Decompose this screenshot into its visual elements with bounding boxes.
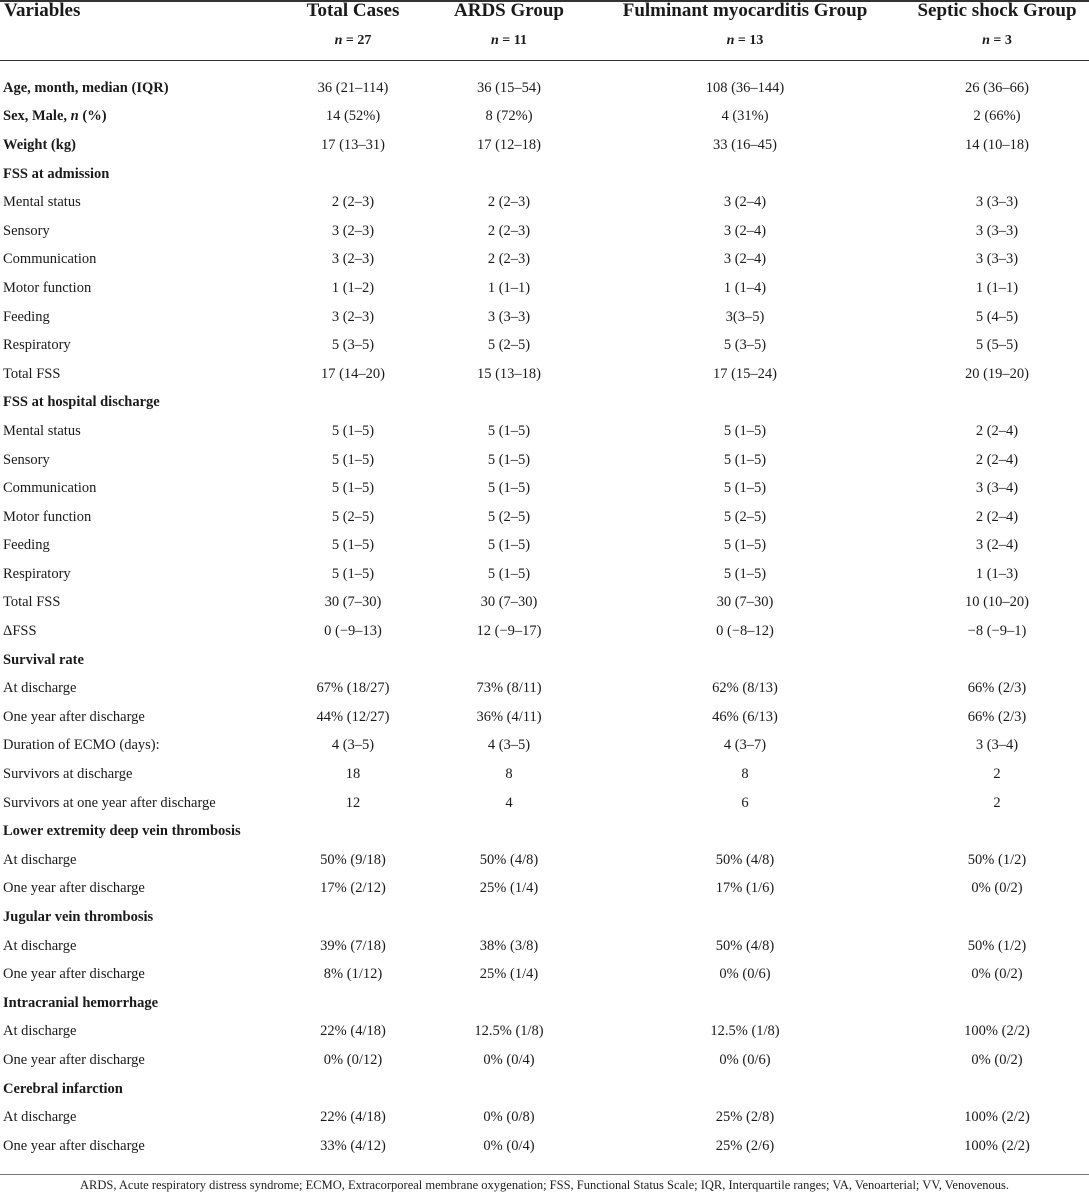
cell-value: 18 <box>345 766 361 783</box>
header-ards-group: ARDS Group <box>454 0 564 21</box>
table-row <box>0 674 1089 703</box>
cell-value: 2 (2–3) <box>487 194 531 211</box>
table-row <box>0 703 1089 732</box>
cell-value: 33 (16–45) <box>712 136 778 153</box>
cell-value: 14 (52%) <box>325 108 381 125</box>
n-septic: n = 3 <box>982 33 1012 48</box>
cell-value: 0% (0/2) <box>971 880 1023 897</box>
row-label: At discharge <box>3 680 77 697</box>
row-label: Sensory <box>3 222 50 239</box>
cell-value: 1 (1–4) <box>723 279 767 296</box>
cell-value: 10 (10–20) <box>964 594 1030 611</box>
table-row <box>0 246 1089 275</box>
cell-value <box>585 1075 905 1104</box>
cell-value: 62% (8/13) <box>712 680 778 697</box>
table-row <box>0 760 1089 789</box>
cell-value <box>433 160 585 189</box>
cell-value: 0% (0/6) <box>719 966 771 983</box>
cell-value: 46% (6/13) <box>712 708 778 725</box>
section-row <box>0 103 1089 132</box>
cell-value: 5 (1–5) <box>331 480 375 497</box>
cell-value <box>273 389 433 418</box>
cell-value: 2 (2–3) <box>487 222 531 239</box>
cell-value: 3 (2–3) <box>331 222 375 239</box>
cell-value: 15 (13–18) <box>476 365 542 382</box>
row-label: Feeding <box>3 537 50 554</box>
n-symbol: n <box>726 33 735 48</box>
cell-value: 3 (2–4) <box>723 251 767 268</box>
table-row <box>0 360 1089 389</box>
cell-value: 8 <box>505 766 513 783</box>
cell-value: 25% (2/6) <box>715 1137 775 1154</box>
table-row <box>0 789 1089 818</box>
section-row <box>0 74 1089 103</box>
cell-value <box>905 160 1089 189</box>
cell-value <box>905 646 1089 675</box>
cell-value: 5 (1–5) <box>331 565 375 582</box>
table-row <box>0 331 1089 360</box>
cell-value: 4 (3–5) <box>331 737 375 754</box>
row-label: Communication <box>3 251 97 268</box>
cell-value: 108 (36–144) <box>705 79 785 96</box>
cell-value: 5 (1–5) <box>487 565 531 582</box>
cell-value: 0% (0/12) <box>323 1051 383 1068</box>
cell-value <box>273 646 433 675</box>
row-label: One year after discharge <box>3 966 145 983</box>
cell-value: 0% (0/2) <box>971 966 1023 983</box>
row-label: Survivors at discharge <box>3 766 133 783</box>
row-label: Intracranial hemorrhage <box>3 994 159 1011</box>
section-row <box>0 646 1089 675</box>
row-label: Communication <box>3 480 97 497</box>
table-row <box>0 274 1089 303</box>
row-label: Total FSS <box>3 365 61 382</box>
table-row <box>0 532 1089 561</box>
cell-value: 3 (2–3) <box>331 251 375 268</box>
cell-value: 4 (3–7) <box>723 737 767 754</box>
table-row <box>0 1046 1089 1075</box>
cell-value: 5 (1–5) <box>487 422 531 439</box>
row-label: Weight (kg) <box>3 136 76 153</box>
row-label: At discharge <box>3 851 77 868</box>
cell-value: 2 (2–3) <box>487 251 531 268</box>
row-label: Feeding <box>3 308 50 325</box>
table-row <box>0 303 1089 332</box>
cell-value: 2 (2–3) <box>331 194 375 211</box>
header-variables: Variables <box>4 0 81 21</box>
cell-value <box>905 903 1089 932</box>
cell-value: −8 (−9–1) <box>967 623 1027 640</box>
cell-value: 38% (3/8) <box>479 937 539 954</box>
cell-value: 0 (−8–12) <box>716 623 774 640</box>
row-label: Cerebral infarction <box>3 1080 123 1097</box>
row-label: Duration of ECMO (days): <box>3 737 160 754</box>
section-row <box>0 989 1089 1018</box>
cell-value: 5 (5–5) <box>975 337 1019 354</box>
table-row <box>0 960 1089 989</box>
cell-value <box>433 903 585 932</box>
cell-value: 73% (8/11) <box>476 680 542 697</box>
cell-value: 5 (1–5) <box>331 451 375 468</box>
cell-value: 30 (7–30) <box>324 594 382 611</box>
cell-value: 17 (13–31) <box>320 136 386 153</box>
row-label: Mental status <box>3 422 81 439</box>
cell-value <box>433 389 585 418</box>
cell-value: 5 (2–5) <box>487 508 531 525</box>
cell-value: 44% (12/27) <box>316 708 390 725</box>
cell-value: 0 (−9–13) <box>324 623 382 640</box>
cell-value <box>585 646 905 675</box>
table-row <box>0 1103 1089 1132</box>
cell-value: 12.5% (1/8) <box>710 1023 780 1040</box>
cell-value <box>585 903 905 932</box>
row-label: Jugular vein thrombosis <box>3 909 154 926</box>
cell-value: 67% (18/27) <box>316 680 390 697</box>
cell-value: 0% (0/8) <box>483 1109 535 1126</box>
cell-value: 2 <box>993 794 1001 811</box>
cell-value: 2 <box>993 766 1001 783</box>
table-row <box>0 503 1089 532</box>
cell-value: 8% (1/12) <box>323 966 383 983</box>
table-row <box>0 417 1089 446</box>
row-label: FSS at hospital discharge <box>3 394 160 411</box>
cell-value: 1 (1–1) <box>975 279 1019 296</box>
cell-value: 22% (4/18) <box>320 1109 386 1126</box>
cell-value: 3 (2–4) <box>975 537 1019 554</box>
row-label: Respiratory <box>3 337 71 354</box>
row-label: At discharge <box>3 1023 77 1040</box>
row-label: Age, month, median (IQR) <box>3 79 169 96</box>
cell-value: 3 (3–4) <box>975 737 1019 754</box>
cell-value: 12 <box>345 794 361 811</box>
cell-value: 5 (1–5) <box>487 451 531 468</box>
row-label: Total FSS <box>3 594 61 611</box>
header-row <box>0 0 1089 22</box>
row-label: Lower extremity deep vein thrombosis <box>3 823 241 840</box>
cell-value: 0% (0/4) <box>483 1137 535 1154</box>
cell-value: 17 (15–24) <box>712 365 778 382</box>
n-ards: n = 11 <box>490 33 527 48</box>
cell-value: 36 (15–54) <box>476 79 542 96</box>
table-row <box>0 846 1089 875</box>
row-label: One year after discharge <box>3 1051 145 1068</box>
cell-value <box>433 817 585 846</box>
cell-value: 2 (2–4) <box>975 508 1019 525</box>
cell-value: 3 (2–4) <box>723 194 767 211</box>
cell-value: 12.5% (1/8) <box>474 1023 544 1040</box>
cell-value: 50% (4/8) <box>715 851 775 868</box>
cell-value: 14 (10–18) <box>964 136 1030 153</box>
cell-value: 0% (0/6) <box>719 1051 771 1068</box>
row-label: FSS at admission <box>3 165 110 182</box>
sample-size-row <box>0 22 1089 60</box>
cell-value: 25% (1/4) <box>479 966 539 983</box>
cell-value <box>273 989 433 1018</box>
cell-value: 100% (2/2) <box>964 1109 1030 1126</box>
row-label: One year after discharge <box>3 708 145 725</box>
cell-value <box>433 989 585 1018</box>
cell-value: 5 (2–5) <box>723 508 767 525</box>
section-row <box>0 131 1089 160</box>
cell-value: 17% (1/6) <box>715 880 775 897</box>
cell-value: 17 (12–18) <box>476 136 542 153</box>
cell-value: 3 (2–3) <box>331 308 375 325</box>
cell-value: 50% (1/2) <box>967 851 1027 868</box>
cell-value: 50% (9/18) <box>320 851 386 868</box>
cell-value: 5 (2–5) <box>487 337 531 354</box>
cell-value: 5 (3–5) <box>723 337 767 354</box>
table-row <box>0 932 1089 961</box>
header-total-cases: Total Cases <box>306 0 400 21</box>
cell-value <box>585 389 905 418</box>
row-label: Motor function <box>3 508 92 525</box>
cell-value: 3 (3–3) <box>975 251 1019 268</box>
cell-value: 26 (36–66) <box>964 79 1030 96</box>
cell-value: 5 (1–5) <box>487 537 531 554</box>
cell-value: 17 (14–20) <box>320 365 386 382</box>
table-row <box>0 1132 1089 1161</box>
cell-value: 1 (1–2) <box>331 279 375 296</box>
cell-value <box>585 160 905 189</box>
cell-value <box>905 1075 1089 1104</box>
cell-value: 5 (1–5) <box>487 480 531 497</box>
cell-value: 100% (2/2) <box>964 1137 1030 1154</box>
cell-value <box>273 903 433 932</box>
cell-value: 3 (3–3) <box>975 194 1019 211</box>
cell-value <box>585 989 905 1018</box>
header-fulminant-myocarditis-group: Fulminant myocarditis Group <box>622 0 868 21</box>
cell-value: 30 (7–30) <box>716 594 774 611</box>
cell-value: 5 (1–5) <box>331 537 375 554</box>
section-row <box>0 160 1089 189</box>
table-row <box>0 589 1089 618</box>
cell-value: 3 (2–4) <box>723 222 767 239</box>
cell-value: 0% (0/2) <box>971 1051 1023 1068</box>
cell-value: 50% (4/8) <box>715 937 775 954</box>
n-symbol: n <box>334 33 343 48</box>
cell-value: 2 (2–4) <box>975 422 1019 439</box>
n-myocarditis: n = 13 <box>726 33 764 48</box>
row-label: At discharge <box>3 937 77 954</box>
cell-value: 30 (7–30) <box>480 594 538 611</box>
cell-value: 20 (19–20) <box>964 365 1030 382</box>
cell-value: 12 (−9–17) <box>476 623 542 640</box>
cell-value: 22% (4/18) <box>320 1023 386 1040</box>
table-row <box>0 446 1089 475</box>
cell-value: 3 (3–3) <box>487 308 531 325</box>
cell-value: 2 (2–4) <box>975 451 1019 468</box>
row-label: Survival rate <box>3 651 84 668</box>
cell-value: 50% (4/8) <box>479 851 539 868</box>
header-septic-shock-group: Septic shock Group <box>917 0 1077 21</box>
row-label: Motor function <box>3 279 92 296</box>
cell-value: 2 (66%) <box>973 108 1021 125</box>
cell-value: 3 (3–3) <box>975 222 1019 239</box>
cell-value: 4 <box>505 794 513 811</box>
cell-value <box>433 1075 585 1104</box>
n-symbol: n <box>490 33 499 48</box>
row-label: At discharge <box>3 1109 77 1126</box>
cell-value <box>433 646 585 675</box>
cell-value <box>905 389 1089 418</box>
row-label: Survivors at one year after discharge <box>3 794 216 811</box>
cell-value: 17% (2/12) <box>320 880 386 897</box>
cell-value: 6 <box>741 794 749 811</box>
section-row <box>0 817 1089 846</box>
cell-value <box>585 817 905 846</box>
cell-value: 1 (1–3) <box>975 565 1019 582</box>
cell-value: 36% (4/11) <box>476 708 542 725</box>
table-row <box>0 188 1089 217</box>
cell-value <box>273 1075 433 1104</box>
cell-value: 33% (4/12) <box>320 1137 386 1154</box>
cell-value: 39% (7/18) <box>320 937 386 954</box>
cell-value: 5 (3–5) <box>331 337 375 354</box>
cell-value: 3 (3–4) <box>975 480 1019 497</box>
cell-value: 5 (1–5) <box>331 422 375 439</box>
row-label: Sex, Male, n (%) <box>3 108 107 125</box>
cell-value: 66% (2/3) <box>967 708 1027 725</box>
cell-value <box>273 817 433 846</box>
cell-value <box>273 160 433 189</box>
table-footnote: ARDS, Acute respiratory distress syndrome; ECMO, Extracorporeal membrane oxygenation; FSS, Functional Status Scale; IQR, Interquartile ranges; VA, Venoarterial; VV, Venovenous. <box>79 1178 1010 1192</box>
cell-value: 66% (2/3) <box>967 680 1027 697</box>
cell-value: 100% (2/2) <box>964 1023 1030 1040</box>
row-label: Respiratory <box>3 565 71 582</box>
n-symbol: n <box>982 33 990 48</box>
cell-value: 5 (1–5) <box>723 451 767 468</box>
cell-value: 50% (1/2) <box>967 937 1027 954</box>
table-row <box>0 732 1089 761</box>
cell-value: 5 (1–5) <box>723 565 767 582</box>
table-row <box>0 1018 1089 1047</box>
row-label: One year after discharge <box>3 1137 145 1154</box>
cell-value: 0% (0/4) <box>483 1051 535 1068</box>
cell-value: 5 (4–5) <box>975 308 1019 325</box>
cell-value: 25% (1/4) <box>479 880 539 897</box>
cell-value <box>905 989 1089 1018</box>
cell-value: 36 (21–114) <box>317 79 389 96</box>
cell-value: 1 (1–1) <box>487 279 531 296</box>
footer-rule <box>0 1174 1089 1175</box>
cell-value: 4 (31%) <box>721 108 769 125</box>
section-row <box>0 1075 1089 1104</box>
cell-value: 3(3–5) <box>725 308 765 325</box>
cell-value <box>905 817 1089 846</box>
table-row <box>0 560 1089 589</box>
cell-value: 5 (1–5) <box>723 480 767 497</box>
cell-value: 5 (1–5) <box>723 537 767 554</box>
table-row <box>0 875 1089 904</box>
table-body <box>0 74 1089 1161</box>
row-label: One year after discharge <box>3 880 145 897</box>
row-label: Sensory <box>3 451 50 468</box>
table-row <box>0 217 1089 246</box>
cell-value: 25% (2/8) <box>715 1109 775 1126</box>
cell-value: 4 (3–5) <box>487 737 531 754</box>
row-label: ΔFSS <box>3 623 37 640</box>
table-row <box>0 617 1089 646</box>
n-total: n = 27 <box>334 33 372 48</box>
cell-value: 5 (2–5) <box>331 508 375 525</box>
cell-value: 8 (72%) <box>485 108 533 125</box>
cell-value: 5 (1–5) <box>723 422 767 439</box>
cell-value: 8 <box>741 766 749 783</box>
table-row <box>0 474 1089 503</box>
section-row <box>0 903 1089 932</box>
row-label: Mental status <box>3 194 81 211</box>
section-row <box>0 389 1089 418</box>
